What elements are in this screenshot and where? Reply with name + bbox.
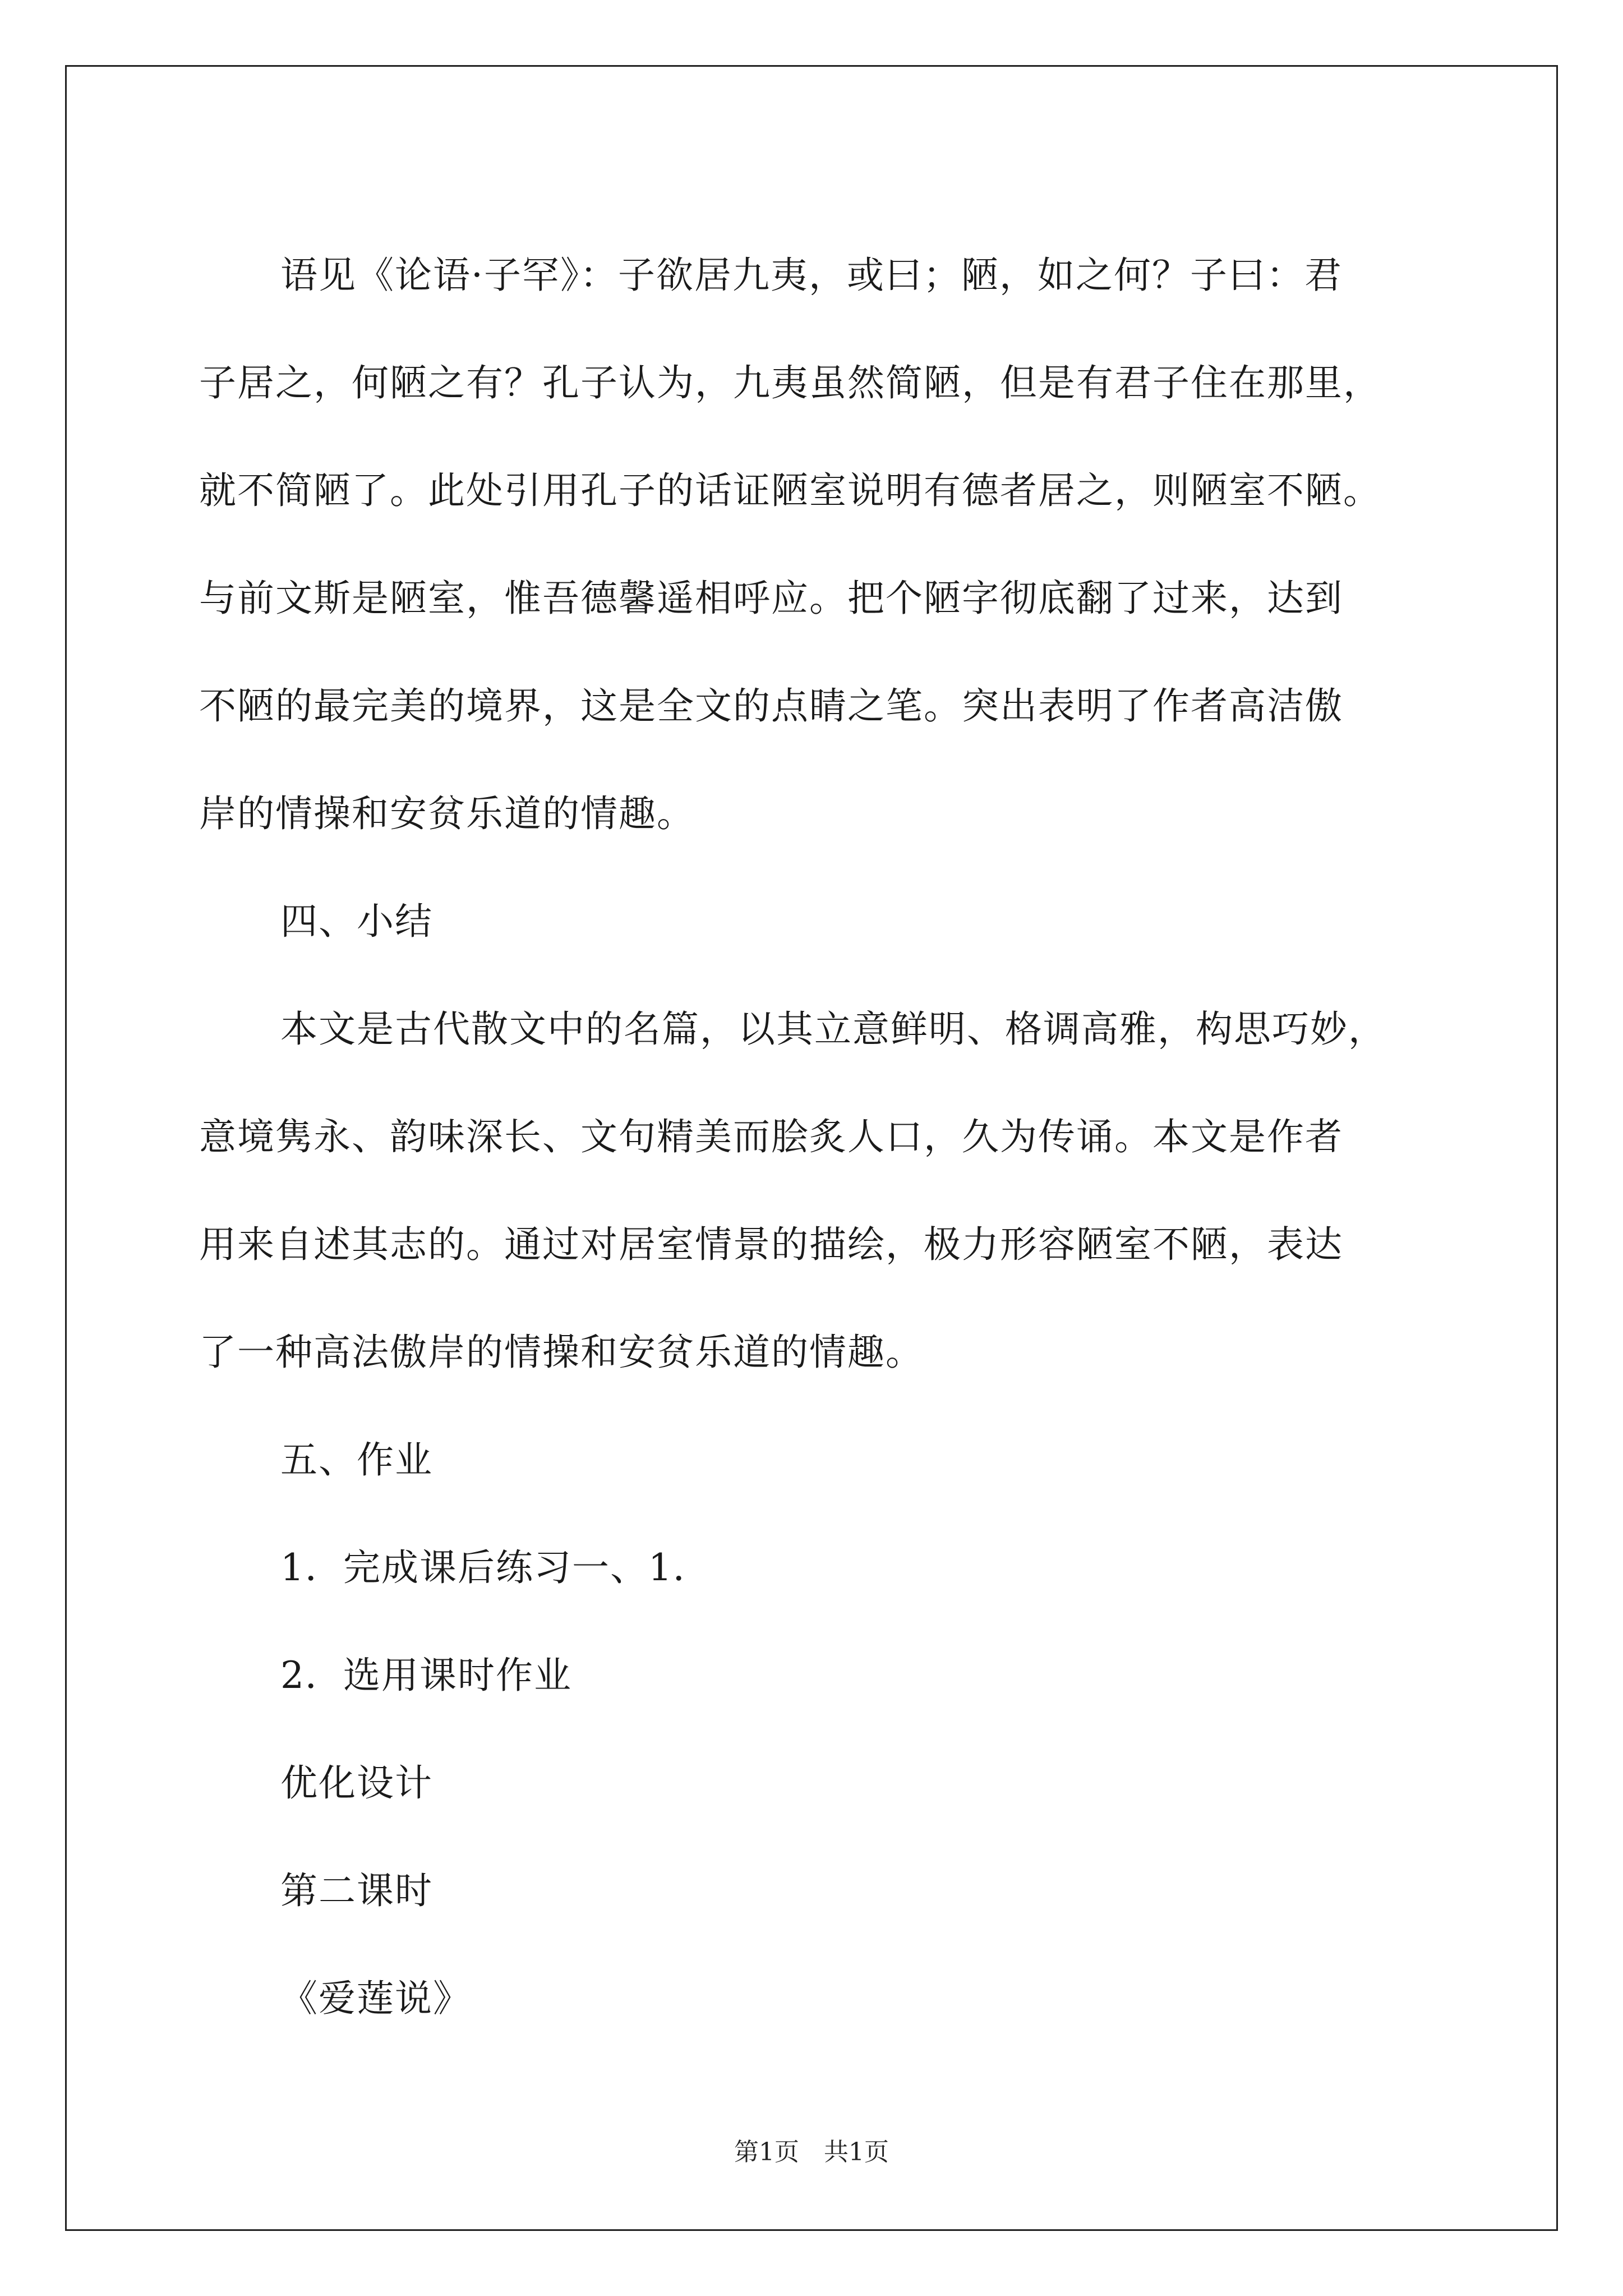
section-label-design: [199, 1729, 1467, 1837]
text-line: 与前文斯是陋室，惟吾德馨遥相呼应。把个陋字彻底翻了过来，达到: [199, 577, 1343, 620]
section-label-title: [199, 1945, 1467, 2053]
section-heading-homework: [199, 1406, 1467, 1514]
document-body: [199, 222, 1467, 2053]
text-line: 本文是古代散文中的名篇，以其立意鲜明、格调高雅，构思巧妙，: [280, 1007, 1386, 1051]
label-text: 第二课时: [280, 1869, 433, 1912]
homework-item-1: [199, 1514, 1467, 1622]
text-line: 语见《论语·子罕》：子欲居九夷，或曰；陋，如之何？子曰：君: [280, 254, 1343, 297]
list-item-text: 2．选用课时作业: [280, 1654, 572, 1697]
text-line: 就不简陋了。此处引用孔子的话证陋室说明有德者居之，则陋室不陋。: [199, 469, 1381, 512]
text-line: 了一种高法傲岸的情操和安贫乐道的情趣。: [199, 1331, 924, 1374]
text-line: 用来自述其志的。通过对居室情景的描绘，极力形容陋室不陋，表达: [199, 1223, 1343, 1266]
title-text: 《爱莲说》: [280, 1977, 471, 2020]
text-line: 不陋的最完美的境界，这是全文的点睛之笔。突出表明了作者高洁傲: [199, 684, 1343, 728]
paragraph-summary: [199, 976, 1467, 1406]
heading-text: 五、作业: [280, 1438, 433, 1481]
label-text: 优化设计: [280, 1761, 433, 1805]
list-item-text: 1．完成课后练习一、1．: [280, 1546, 711, 1589]
section-heading-summary: [199, 868, 1467, 976]
homework-item-2: [199, 1622, 1467, 1729]
text-line: 意境隽永、韵味深长、文句精美而脍炙人口，久为传诵。本文是作者: [199, 1115, 1343, 1158]
heading-text: 四、小结: [280, 900, 433, 943]
page-footer: 第1页 共1页: [734, 2138, 889, 2166]
paragraph-citation-explanation: [199, 222, 1467, 868]
text-line: 岸的情操和安贫乐道的情趣。: [199, 792, 695, 835]
section-label-lesson: [199, 1837, 1467, 1945]
text-line: 子居之，何陋之有？孔子认为，九夷虽然简陋，但是有君子住在那里，: [199, 361, 1381, 404]
